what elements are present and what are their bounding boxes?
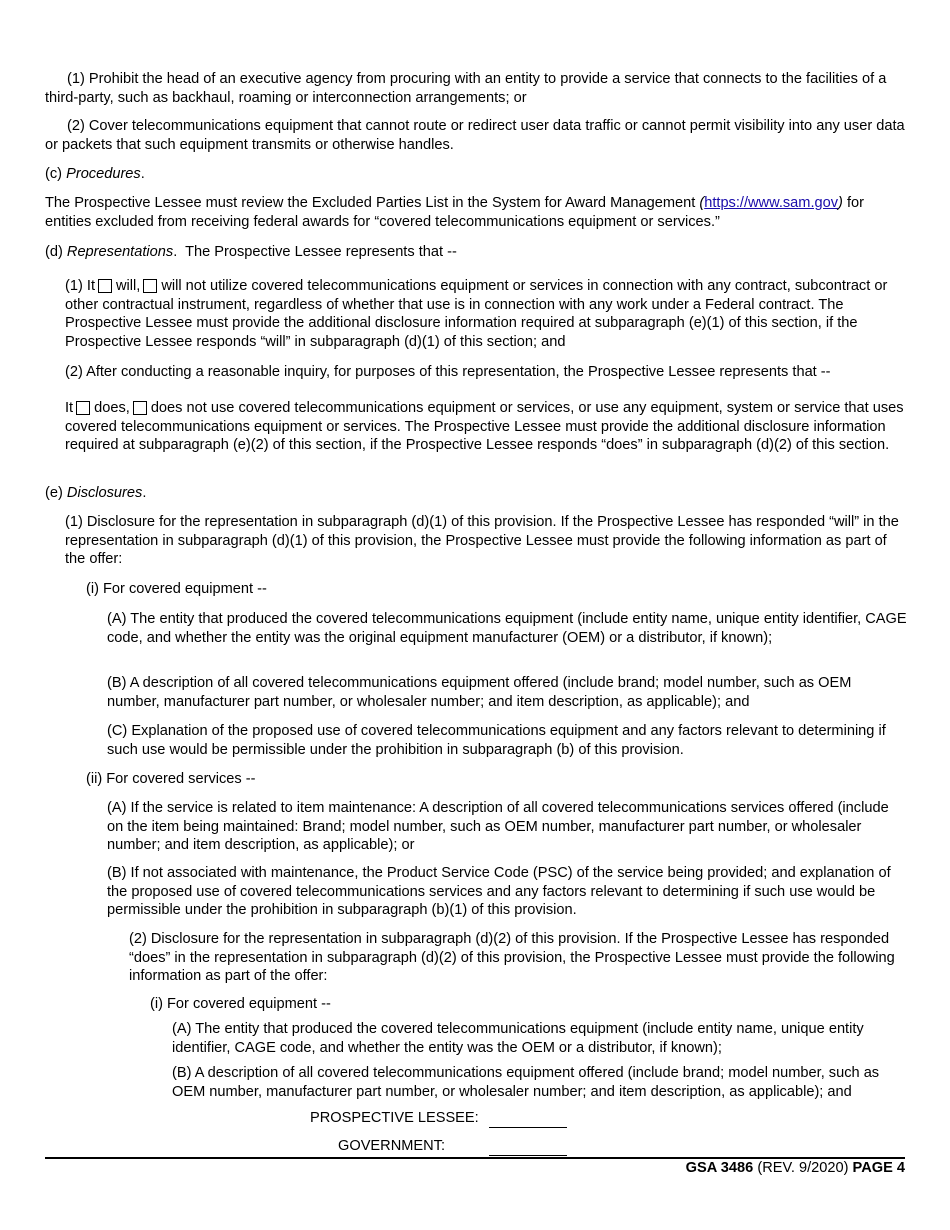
government-label: GOVERNMENT: <box>338 1138 446 1154</box>
section-c-body: The Prospective Lessee must review the Excluded Parties List in the System for Award Management (https://www.sam.gov) for entities excluded from receiving federal awards for “covered telecommunications equipment or services.” <box>45 195 865 230</box>
does-not-checkbox[interactable] <box>133 401 147 415</box>
prospective-lessee-label: PROSPECTIVE LESSEE: <box>306 1109 479 1128</box>
page-footer <box>686 1159 905 1178</box>
paragraph-e-1-ii <box>86 770 907 789</box>
form-revision: (REV. 9/2020) <box>757 1160 849 1176</box>
d2-lead: It <box>65 400 74 416</box>
paragraph-b-1-text: (1) Prohibit the head of an executive agency from procuring with an entity to provide a service that connects to the facilities of a third-party, such as backhaul, roaming or interconnection arrangements; or <box>45 71 887 106</box>
paragraph-e-1-text: (1) Disclosure for the representation in subparagraph (d)(1) of this provision. If the Prospective Lessee has responded “will” in the representation in subparagraph (d)(1) of this provision, the Prospective Lessee must provide the following information as part of the offer: <box>65 514 899 568</box>
does-not-option-label: does not <box>150 400 207 416</box>
does-checkbox[interactable] <box>76 401 90 415</box>
prospective-lessee-initials-field[interactable] <box>489 1127 567 1128</box>
paragraph-e-1-i <box>86 580 907 599</box>
paragraph-e-1-i-A <box>107 610 907 647</box>
form-number: GSA 3486 <box>685 1160 754 1176</box>
section-c-label: (c) <box>45 166 63 182</box>
does-option-label: does, <box>94 400 130 416</box>
government-initials-field[interactable] <box>489 1155 567 1156</box>
d1-lead: (1) It <box>65 278 95 294</box>
will-option-label: will, <box>116 278 141 294</box>
will-not-checkbox[interactable] <box>143 279 157 293</box>
paragraph-e-2-i <box>150 995 907 1014</box>
paragraph-d-2-representation <box>65 399 907 455</box>
paragraph-e-1-i-A-text: (A) The entity that produced the covered telecommunications equipment (include entity name, unique entity identifier, CAGE code, and whether the entity was the original equipment manufacturer (OEM) or a distributor, if known); <box>107 611 907 646</box>
paragraph-e-2-i-text: (i) For covered equipment -- <box>150 996 331 1012</box>
paragraph-e-1-ii-B <box>107 864 907 920</box>
section-e-label: (e) <box>45 485 63 501</box>
paragraph-d-2-text: (2) After conducting a reasonable inquiry, for purposes of this representation, the Prospective Lessee represents that -- <box>65 364 831 380</box>
paragraph-e-2-i-A <box>172 1020 907 1057</box>
page-number: PAGE 4 <box>852 1160 905 1176</box>
will-not-option-label: will not <box>161 278 206 294</box>
paragraph-e-2-text: (2) Disclosure for the representation in subparagraph (d)(2) of this provision. If the Prospective Lessee has responded “does” in the representation in subparagraph (d)(2) of this provision, the Prospective Lessee must provide the following information as part of the offer: <box>129 931 895 985</box>
paragraph-e-2-i-A-text: (A) The entity that produced the covered telecommunications equipment (include entity name, unique entity identifier, CAGE code, and whether the entity was the OEM or a distributor, if known); <box>172 1021 864 1056</box>
paragraph-b-1 <box>45 70 907 107</box>
section-d-text: The Prospective Lessee represents that -- <box>185 244 457 260</box>
section-e-title: Disclosures <box>66 485 143 501</box>
section-c-text-before: The Prospective Lessee must review the Excluded Parties List in the System for Award Management <box>45 195 700 211</box>
d2-rest: use covered telecommunications equipment or services, or use any equipment, system or service that uses covered telecommunications equipment or services. The Prospective Lessee must provide the additional disclosure information required at subparagraph (e)(2) of this section, if the Prospective Lessee responds “does” in subparagraph (d)(2) of this section. <box>65 400 904 454</box>
paragraph-e-1-ii-text: (ii) For covered services -- <box>86 771 256 787</box>
paragraph-b-2-text: (2) Cover telecommunications equipment that cannot route or redirect user data traffic or cannot permit visibility into any user data or packets that such equipment transmits or otherwise handles. <box>45 118 905 153</box>
paragraph-e-1-i-B <box>107 674 907 711</box>
d1-rest: utilize covered telecommunications equipment or services in connection with any contract, subcontract or other contractual instrument, regardless of whether that use is in connection with any work under a Federal contract. The Prospective Lessee must provide the additional disclosure information required at subparagraph (e)(1) of this section, if the Prospective Lessee responds “will” in subparagraph (d)(1) of this section; and <box>65 278 888 350</box>
paragraph-e-2-i-B <box>172 1064 907 1101</box>
section-d-heading: (d) Representations. The Prospective Lessee represents that -- <box>45 244 457 260</box>
section-c-heading: (c) Procedures. <box>45 166 145 182</box>
section-d-label: (d) <box>45 244 63 260</box>
paragraph-e-2 <box>129 930 907 986</box>
section-c-text-after: for entities excluded from receiving federal awards for “covered telecommunications equipment or services.” <box>45 195 865 230</box>
paragraph-e-1-i-C-text: (C) Explanation of the proposed use of covered telecommunications equipment and any factors relevant to determining if such use would be permissible under the prohibition in subparagraph (b) of this provision. <box>107 723 886 758</box>
section-d-title: Representations <box>66 244 174 260</box>
paragraph-e-1-i-text: (i) For covered equipment -- <box>86 581 267 597</box>
sam-gov-link[interactable]: https://www.sam.gov <box>704 195 839 211</box>
paragraph-e-2-i-B-text: (B) A description of all covered telecommunications equipment offered (include brand; model number, such as OEM number, manufacturer part number, or wholesaler number; and item description, as applicable); and <box>172 1065 880 1100</box>
paragraph-b-2 <box>45 117 907 154</box>
section-e-heading: (e) Disclosures. <box>45 485 147 501</box>
paragraph-e-1 <box>65 513 907 569</box>
will-checkbox[interactable] <box>98 279 112 293</box>
section-c-title: Procedures <box>66 166 141 182</box>
paragraph-d-1 <box>65 277 907 351</box>
paragraph-e-1-ii-A-text: (A) If the service is related to item maintenance: A description of all covered telecommunications services offered (include on the item being maintained: Brand; model number, such as OEM number, manufacturer part number, or wholesaler number; and item description, as applicable); or <box>107 800 889 854</box>
paragraph-e-1-ii-A <box>107 799 907 855</box>
paragraph-e-1-i-C <box>107 722 907 759</box>
paragraph-e-1-ii-B-text: (B) If not associated with maintenance, the Product Service Code (PSC) of the service being provided; and explanation of the proposed use of covered telecommunications services and any factors relevant to determining if such use would be permissible under the prohibition in subparagraph (b)(1) of this provision. <box>107 865 891 919</box>
paragraph-e-1-i-B-text: (B) A description of all covered telecommunications equipment offered (include brand; model number, such as OEM number, manufacturer part number, or wholesaler number; and item description, as applicable); and <box>107 675 852 710</box>
paragraph-d-2 <box>65 363 907 382</box>
